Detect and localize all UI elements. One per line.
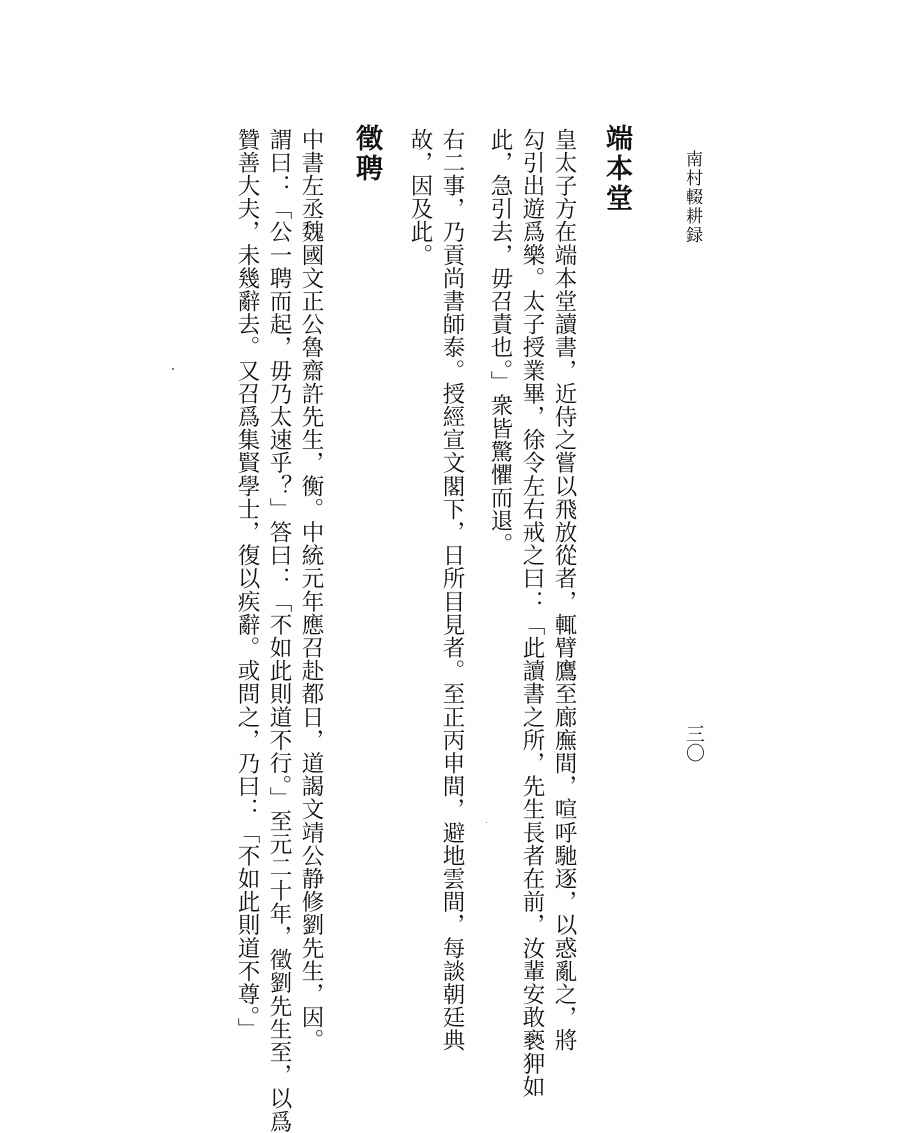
section-heading-duanbentang: 端本堂: [601, 124, 632, 214]
text-column: 贊善大夫，未幾辭去。又召爲集賢學士，復以疾辭。或問之，乃曰：「不如此則道不尊。」: [234, 128, 260, 1041]
text-column: 中書左丞魏國文正公魯齋許先生，衡。中統元年應召赴都日，道謁文靖公静修劉先生，因。: [298, 128, 324, 1052]
page-number: 三〇: [683, 724, 705, 762]
section-heading-zhengpin: 徵聘: [351, 124, 382, 184]
text-column: 故，因及此。: [407, 128, 433, 267]
scan-speck: [486, 822, 487, 823]
text-column: 皇太子方在端本堂讀書，近侍之嘗以飛放從者，輒臂鷹至廊廡間，喧呼馳逐，以惑亂之，將: [551, 128, 577, 1052]
text-column: 謂曰：「公一聘而起，毋乃太速乎？」答曰：「不如此則道不行。」至元二十年，徵劉先生至，以爲: [266, 128, 292, 1133]
text-column: 此，急引去，毋召責也。」衆皆驚懼而退。: [487, 128, 513, 556]
text-column: 右二事，乃貢尚書師泰。授經宣文閣下，日所目見者。至正丙申間，避地雲間，每談朝廷典: [439, 128, 465, 1052]
scan-speck: [172, 368, 174, 370]
running-head: 南村輟耕録: [682, 150, 702, 245]
text-column: 勾引出遊爲樂。太子授業畢，徐令左右戒之曰：「此讀書之所，先生長者在前，汝輩安敢褻狎如: [519, 128, 545, 1099]
